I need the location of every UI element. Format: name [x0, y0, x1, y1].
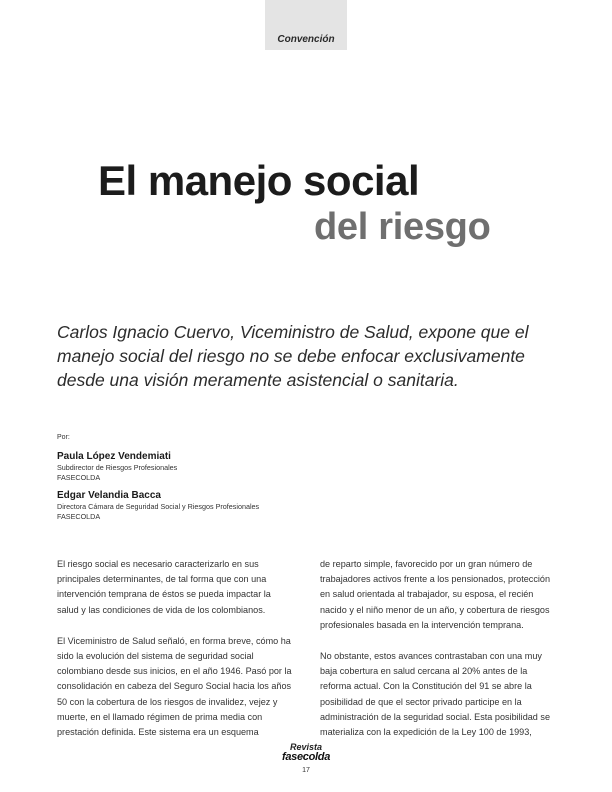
body-paragraph: El Viceministro de Salud señaló, en forma breve, cómo ha sido la evolución del sistema de seguridad social colombiano desde sus inicios, en el año 1946. Pasó por la consolidación en cabeza del Seguro Social hacia los años 50 con la cobertura de los riesgos de invalidez, vejez y muerte, en el llamado régimen de prima media con prestación definida. Este sistema era un esquema — [57, 635, 292, 738]
section-tab — [265, 0, 347, 50]
body-column-left — [57, 557, 293, 756]
page-number: 17 — [302, 767, 310, 774]
section-label: Convención — [277, 34, 335, 45]
author-name: Edgar Velandia Bacca — [57, 490, 161, 501]
body-paragraph: No obstante, estos avances contrastaban con una muy baja cobertura en salud cercana al 20% antes de la reforma actual. Con la Constitución del 91 se abre la posibilidad de que el sector privado participe en la administración de la seguridad social. Esta posibilidad se materializa con la expedición de la Ley 100 de 1993, — [320, 651, 550, 738]
author-organization: FASECOLDA — [57, 473, 101, 482]
article-title-line-1: El manejo social — [98, 157, 420, 204]
author-role: Subdirector de Riesgos Profesionales — [57, 463, 178, 472]
body-paragraph: El riesgo social es necesario caracterizarlo en sus principales determinantes, de tal forma que con una intervención temprana de éstos se pueda impactar la salud y las condiciones de vida de los colombianos. — [57, 559, 271, 615]
body-paragraph: de reparto simple, favorecido por un gran número de trabajadores activos frente a los pensionados, protección en salud orientada al trabajador, su esposa, el recién nacido y el niño menor de un año, y cobertura de riesgos profesionales basada en la intervención temprana. — [320, 559, 551, 630]
author-role: Directora Cámara de Seguridad Social y Riesgos Profesionales — [57, 502, 260, 511]
logo-text-top: Revista — [289, 742, 323, 752]
author-block — [57, 489, 357, 522]
author-organization: FASECOLDA — [57, 512, 101, 521]
author-block — [57, 450, 357, 483]
lead-paragraph: Carlos Ignacio Cuervo, Viceministro de Salud, expone que el manejo social del riesgo no se debe enfocar exclusivamente desde una visión meramente asistencial o sanitaria. — [57, 322, 529, 390]
author-name: Paula López Vendemiati — [57, 451, 171, 462]
article-title-line-2: del riesgo — [314, 206, 491, 248]
magazine-logo — [276, 743, 336, 763]
logo-text-bottom: fasecolda — [281, 751, 331, 763]
byline-label: Por: — [57, 434, 70, 441]
body-column-right — [320, 557, 556, 756]
